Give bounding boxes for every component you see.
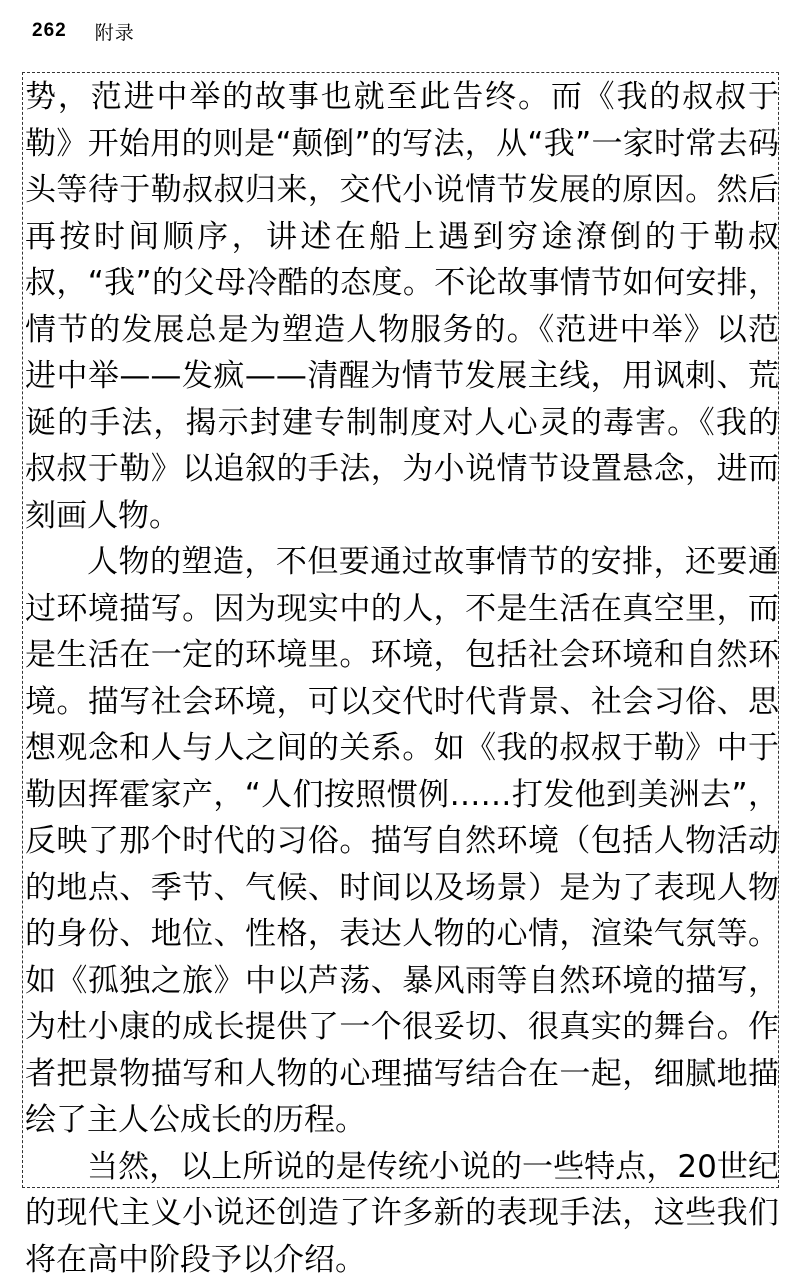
section-title: 附录	[95, 18, 135, 45]
page-header	[32, 14, 135, 48]
paragraph-continued: 势，范进中举的故事也就至此告终。而《我的叔叔于勒》开始用的则是“颠倒”的写法，从“我”一家时常去码头等待于勒叔叔归来，交代小说情节发展的原因。然后再按时间顺序，讲述在船上遇到穷途潦倒的于勒叔叔，“我”的父母冷酷的态度。不论故事情节如何安排，情节的发展总是为塑造人物服务的。《范进中举》以范进中举——发疯——清醒为情节发展主线，用讽刺、荒诞的手法，揭示封建专制制度对人心灵的毒害。《我的叔叔于勒》以追叙的手法，为小说情节设置悬念，进而刻画人物。	[25, 74, 779, 539]
paragraph-conclusion: 当然，以上所说的是传统小说的一些特点，20世纪的现代主义小说还创造了许多新的表现手法，这些我们将在高中阶段予以介绍。	[25, 1144, 779, 1283]
paragraph-environment: 人物的塑造，不但要通过故事情节的安排，还要通过环境描写。因为现实中的人，不是生活在真空里，而是生活在一定的环境里。环境，包括社会环境和自然环境。描写社会环境，可以交代时代背景、社会习俗、思想观念和人与人之间的关系。如《我的叔叔于勒》中于勒因挥霍家产，“人们按照惯例……打发他到美洲去”，反映了那个时代的习俗。描写自然环境（包括人物活动的地点、季节、气候、时间以及场景）是为了表现人物的身份、地位、性格，表达人物的心情，渲染气氛等。如《孤独之旅》中以芦荡、暴风雨等自然环境的描写，为杜小康的成长提供了一个很妥切、很真实的舞台。作者把景物描写和人物的心理描写结合在一起，细腻地描绘了主人公成长的历程。	[25, 539, 779, 1144]
body-text	[25, 74, 779, 1283]
page-number: 262	[32, 20, 67, 42]
